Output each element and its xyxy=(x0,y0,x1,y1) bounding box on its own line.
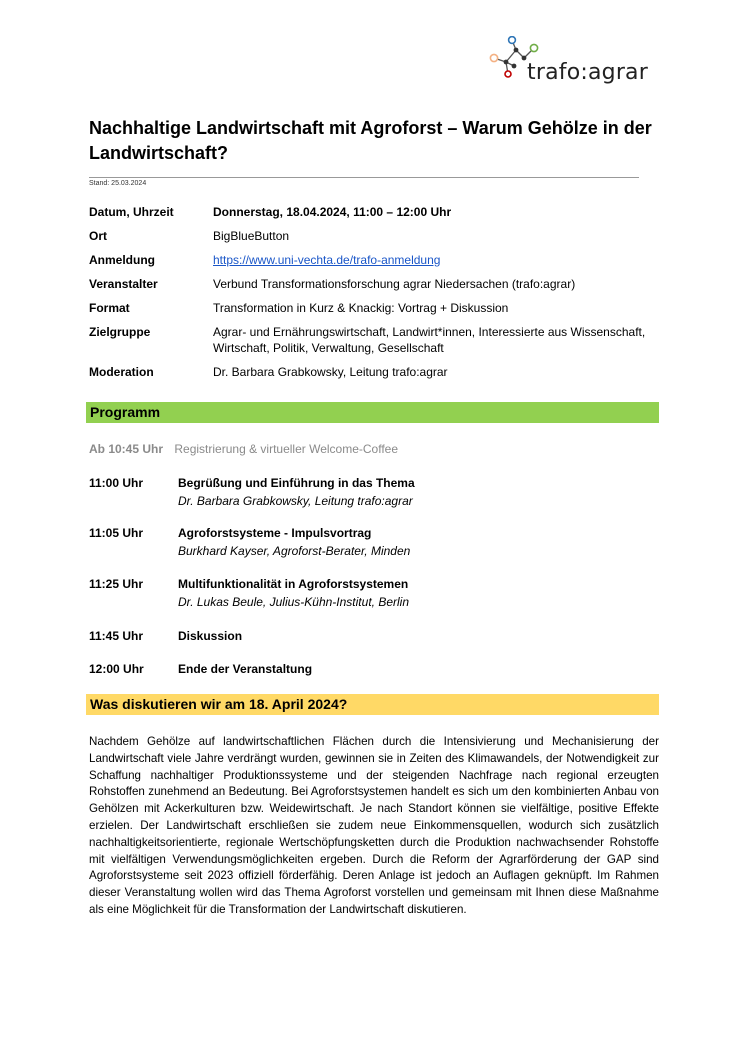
registration-link[interactable]: https://www.uni-vechta.de/trafo-anmeldung xyxy=(213,253,441,267)
programm-speaker: Dr. Barbara Grabkowsky, Leitung trafo:agrar xyxy=(178,494,413,508)
info-key: Veranstalter xyxy=(89,277,158,291)
info-value: BigBlueButton xyxy=(213,229,290,243)
info-row-zielgruppe xyxy=(89,324,659,356)
document-title: Nachhaltige Landwirtschaft mit Agroforst – Warum Gehölze in der Landwirtschaft? xyxy=(89,118,652,163)
programm-title: Ende der Veranstaltung xyxy=(178,662,313,676)
stand-date: Stand: 25.03.2024 xyxy=(89,180,147,187)
programm-time: 12:00 Uhr xyxy=(89,662,144,676)
programm-time: Ab 10:45 Uhr xyxy=(89,442,164,456)
programm-time: 11:05 Uhr xyxy=(89,526,144,540)
info-key: Moderation xyxy=(89,365,154,379)
discussion-heading: Was diskutieren wir am 18. April 2024? xyxy=(86,694,659,715)
info-row-format xyxy=(89,300,659,316)
info-row-anmeldung xyxy=(89,252,659,268)
info-value: Transformation in Kurz & Knackig: Vortrag + Diskussion xyxy=(213,301,509,315)
logo-text: trafo:agrar xyxy=(527,60,648,85)
info-value: Dr. Barbara Grabkowsky, Leitung trafo:agrar xyxy=(213,365,448,379)
info-key: Datum, Uhrzeit xyxy=(89,205,174,219)
event-info-table xyxy=(89,204,659,388)
info-row-veranstalter xyxy=(89,276,659,292)
info-key: Anmeldung xyxy=(89,253,155,267)
info-value: Donnerstag, 18.04.2024, 11:00 – 12:00 Uhr xyxy=(213,205,452,219)
title-divider xyxy=(89,177,639,178)
programm-speaker: Burkhard Kayser, Agroforst-Berater, Minden xyxy=(178,544,411,558)
info-value: Verbund Transformationsforschung agrar Niedersachen (trafo:agrar) xyxy=(213,277,576,291)
info-key: Format xyxy=(89,301,130,315)
programm-speaker: Dr. Lukas Beule, Julius-Kühn-Institut, Berlin xyxy=(178,595,409,609)
programm-heading: Programm xyxy=(86,402,659,423)
info-row-ort xyxy=(89,228,659,244)
programm-title: Begrüßung und Einführung in das Thema xyxy=(178,476,415,490)
programm-title: Diskussion xyxy=(178,629,243,643)
info-key: Ort xyxy=(89,229,107,243)
programm-time: 11:45 Uhr xyxy=(89,629,144,643)
info-row-moderation xyxy=(89,364,659,380)
info-row-datum xyxy=(89,204,659,220)
programm-desc: Registrierung & virtueller Welcome-Coffee xyxy=(174,442,399,456)
info-key: Zielgruppe xyxy=(89,325,151,339)
programm-title: Agroforstsysteme - Impulsvortrag xyxy=(178,526,372,540)
programm-time: 11:25 Uhr xyxy=(89,577,144,591)
info-value: Agrar- und Ernährungswirtschaft, Landwirt*innen, Interessierte aus Wissenschaft, Wirtschaft, Politik, Verwaltung, Gesellschaft xyxy=(213,325,646,355)
programm-time: 11:00 Uhr xyxy=(89,476,144,490)
discussion-paragraph: Nachdem Gehölze auf landwirtschaftlichen Flächen durch die Intensivierung und Mechanisierung der Landwirtschaft viele Jahre verdrängt wurden, gewinnen sie in Zeiten des Klimawandels, der Notwendigkeit zur Schaffung nachhaltiger Produktionssysteme und der steigenden Nachfrage nach regional erzeugten Rohstoffen zunehmend an Bedeutung. Bei Agroforstsystemen handelt es sich um den kombinierten Anbau von Gehölzen mit Ackerkulturen bzw. Weidewirtschaft. Je nach Standort können sie vielfältige, positive Effekte erzielen. Der Landwirtschaft erschließen sie zudem neue Einkommensquellen, wodurch sich zusätzlich nachhaltigkeitsorientierte, regionale Wertschöpfungsketten durch die Produktion nachwachsender Rohstoffe mit vielfältigen Verwendungsmöglichkeiten ergeben. Durch die Reform der Agrarförderung der GAP sind Agroforstsysteme seit 2023 offiziell förderfähig. Deren Anlage ist jedoch an Auflagen geknüpft. Im Rahmen dieser Veranstaltung wollen wird das Thema Agroforst vorstellen und gemeinsam mit Ihnen diese Maßnahme als eine Möglichkeit für die Transformation der Landwirtschaft diskutieren. xyxy=(89,735,659,916)
programm-pre-item xyxy=(89,442,398,456)
programm-title: Multifunktionalität in Agroforstsystemen xyxy=(178,577,409,591)
